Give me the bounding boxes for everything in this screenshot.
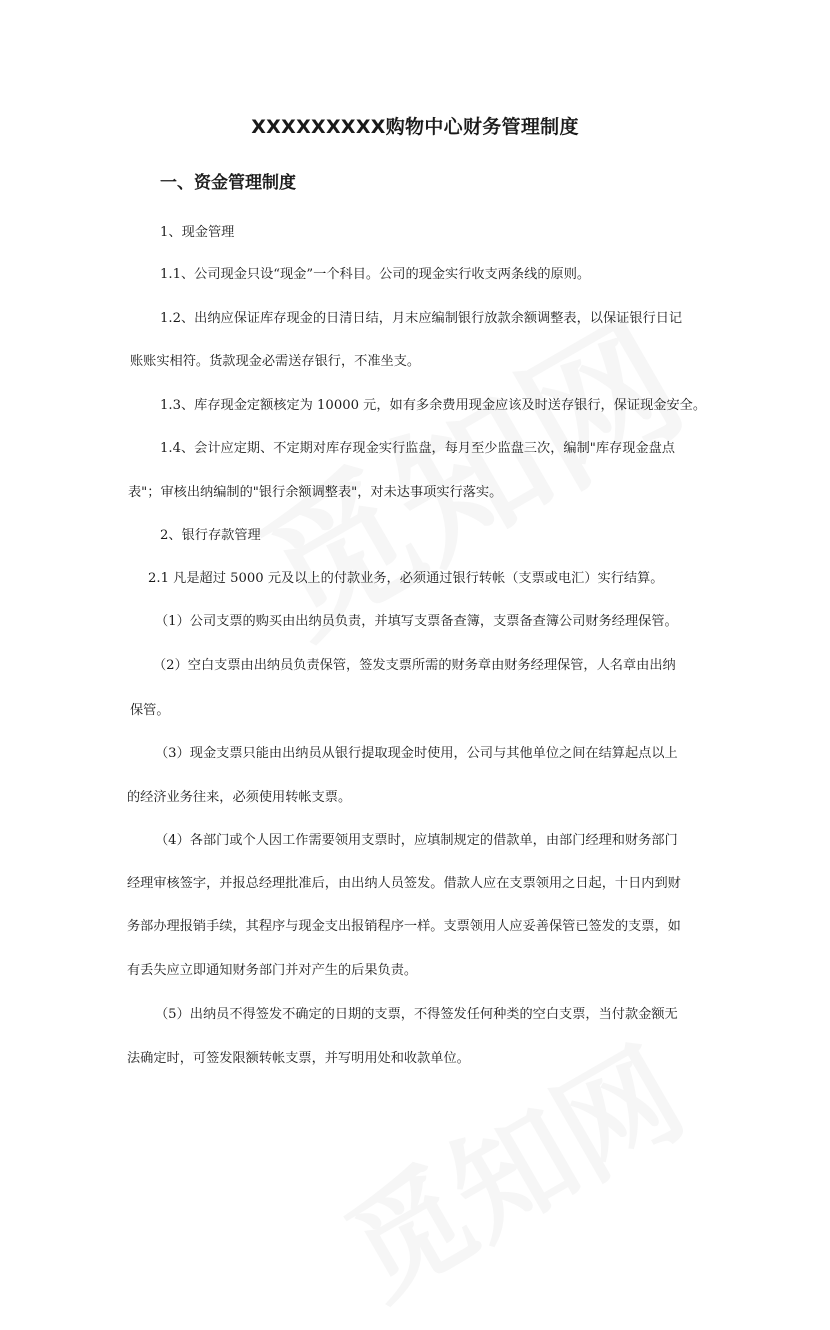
subheading-cash-management: 1、现金管理 <box>160 225 235 240</box>
paragraph-line: 有丢失应立即通知财务部门并对产生的后果负责。 <box>127 963 418 978</box>
document-title: XXXXXXXXX购物中心财务管理制度 <box>251 116 579 138</box>
paragraph-line: 1.3、库存现金定额核定为 10000 元，如有多余费用现金应该及时送存银行，保证现金安全。 <box>160 398 707 413</box>
paragraph-line: 1.4、会计应定期、不定期对库存现金实行监盘，每月至少监盘三次，编制"库存现金盘点 <box>160 441 675 456</box>
paragraph-line: （2）空白支票由出纳员负责保管，签发支票所需的财务章由财务经理保管，人名章由出纳 <box>153 658 676 673</box>
paragraph-line: （1）公司支票的购买由出纳员负责，并填写支票备查簿，支票备查簿公司财务经理保管。 <box>155 614 678 629</box>
paragraph-line: 1.2、出纳应保证库存现金的日清日结，月末应编制银行放款余额调整表，以保证银行日记 <box>160 311 683 326</box>
paragraph-line: 法确定时，可签发限额转帐支票，并写明用处和收款单位。 <box>127 1051 470 1066</box>
paragraph-line: 2.1 凡是超过 5000 元及以上的付款业务，必须通过银行转帐（支票或电汇）实行结算。 <box>148 571 664 586</box>
paragraph-line: 账账实相符。货款现金必需送存银行，不准坐支。 <box>130 354 421 369</box>
paragraph-line: （3）现金支票只能由出纳员从银行提取现金时使用，公司与其他单位之间在结算起点以上 <box>155 746 678 761</box>
section-heading: 一、资金管理制度 <box>160 173 296 193</box>
paragraph-line: 表"；审核出纳编制的"银行余额调整表"，对未达事项实行落实。 <box>128 485 503 500</box>
paragraph-line: 1.1、公司现金只设“现金”一个科目。公司的现金实行收支两条线的原则。 <box>160 267 591 282</box>
paragraph-line: 经理审核签字，并报总经理批准后，由出纳人员签发。借款人应在支票领用之日起，十日内到财 <box>127 876 681 891</box>
subheading-bank-deposit: 2、银行存款管理 <box>160 528 261 543</box>
paragraph-line: （5）出纳员不得签发不确定的日期的支票，不得签发任何种类的空白支票，当付款金额无 <box>155 1007 678 1022</box>
paragraph-line: 务部办理报销手续，其程序与现金支出报销程序一样。支票领用人应妥善保管已签发的支票，如 <box>127 919 681 934</box>
paragraph-line: 保管。 <box>130 703 170 718</box>
paragraph-line: （4）各部门或个人因工作需要领用支票时，应填制规定的借款单，由部门经理和财务部门 <box>155 833 678 848</box>
paragraph-line: 的经济业务往来，必须使用转帐支票。 <box>127 790 352 805</box>
